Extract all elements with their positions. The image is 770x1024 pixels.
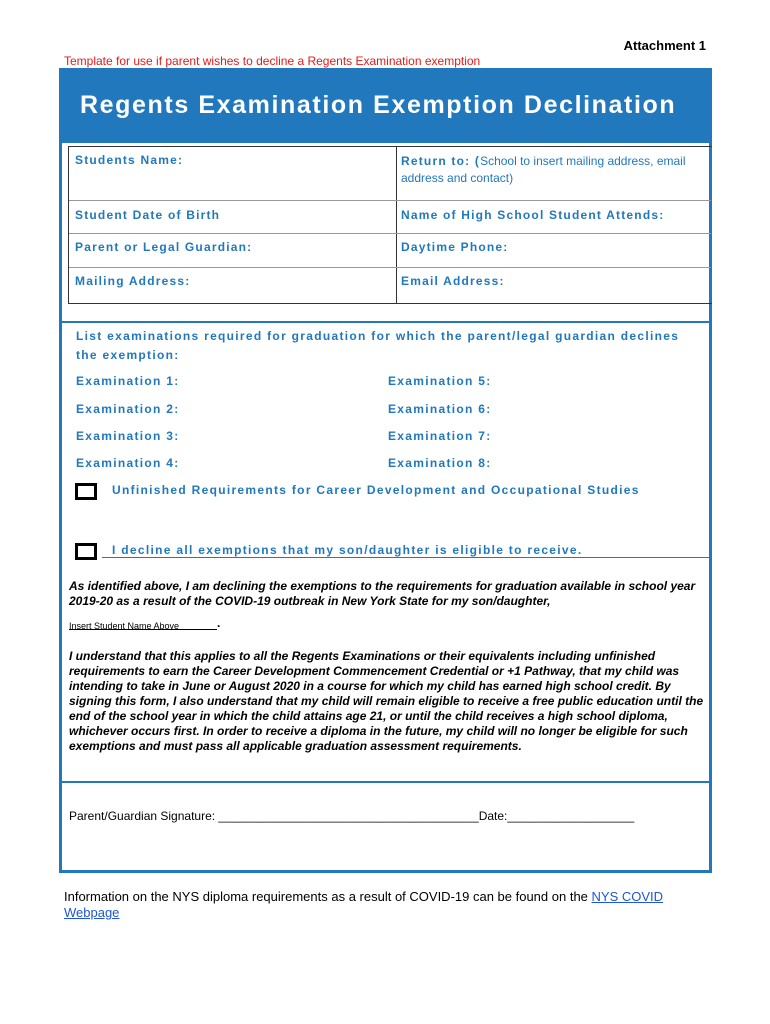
exam-4-label: Examination 4: [76, 456, 180, 470]
exam-3-label: Examination 3: [76, 429, 180, 443]
section-divider [102, 557, 709, 558]
exam-8-label: Examination 8: [388, 456, 492, 470]
return-to-label: Return to: (School to insert mailing address, email address and contact) [401, 154, 686, 185]
dob-label: Student Date of Birth [75, 208, 221, 222]
exam-list-heading: List examinations required for graduation for which the parent/legal guardian declines the exemption: [76, 329, 680, 362]
nys-covid-link[interactable]: NYS COVID Webpage [64, 889, 664, 920]
title-banner [62, 71, 709, 143]
row-divider [69, 233, 711, 234]
attachment-label: Attachment 1 [623, 38, 706, 53]
cdos-checkbox-label: Unfinished Requirements for Career Development and Occupational Studies [112, 483, 640, 497]
decline-all-label: I decline all exemptions that my son/daughter is eligible to receive. [112, 543, 583, 557]
section-divider [62, 321, 709, 323]
footer-note: Information on the NYS diploma requirements as a result of COVID-19 can be found on the NYS COVID Webpage [64, 889, 664, 920]
declination-statement: As identified above, I am declining the exemptions to the requirements for graduation available in school year 2019-20 as a result of the COVID-19 outbreak in New York State for my son/daughter, [69, 579, 696, 608]
row-divider [69, 267, 711, 268]
student-info-table [68, 146, 712, 304]
understanding-statement: I understand that this applies to all the Regents Examinations or their equivalents including unfinished requirements to earn the Career Development Commencement Credential or +1 Pathway, that my child was intending to take in June or August 2020 in a course for which my child has earned high school credit. By signing this form, I also understand that my child will remain eligible to receive a free public education until the end of the school year in which the child attains age 21, or until the child receives a high school diploma, whichever occurs first. In order to receive a diploma in the future, my child will no longer be eligible for such exemptions and must pass all applicable graduation assessment requirements. [69, 649, 704, 753]
section-divider [62, 781, 709, 783]
student-name-label: Students Name: [75, 153, 184, 167]
cdos-checkbox[interactable] [75, 483, 97, 500]
form-frame [59, 68, 712, 873]
row-divider [69, 200, 711, 201]
mailing-label: Mailing Address: [75, 274, 191, 288]
decline-all-checkbox[interactable] [75, 543, 97, 560]
exam-1-label: Examination 1: [76, 374, 180, 388]
exam-6-label: Examination 6: [388, 402, 492, 416]
table-divider [396, 147, 397, 303]
exam-5-label: Examination 5: [388, 374, 492, 388]
exam-2-label: Examination 2: [76, 402, 180, 416]
exam-7-label: Examination 7: [388, 429, 492, 443]
template-note: Template for use if parent wishes to decline a Regents Examination exemption [64, 54, 481, 68]
form-title: Regents Examination Exemption Declination [80, 91, 677, 119]
guardian-label: Parent or Legal Guardian: [75, 240, 253, 254]
student-name-blank[interactable]: . [69, 617, 217, 630]
school-label: Name of High School Student Attends: [401, 208, 665, 222]
insert-name-caption: Insert Student Name Above [69, 621, 180, 631]
signature-line[interactable]: Parent/Guardian Signature: _______________________________________Date:___________________ [69, 809, 635, 823]
email-label: Email Address: [401, 274, 505, 288]
phone-label: Daytime Phone: [401, 240, 509, 254]
